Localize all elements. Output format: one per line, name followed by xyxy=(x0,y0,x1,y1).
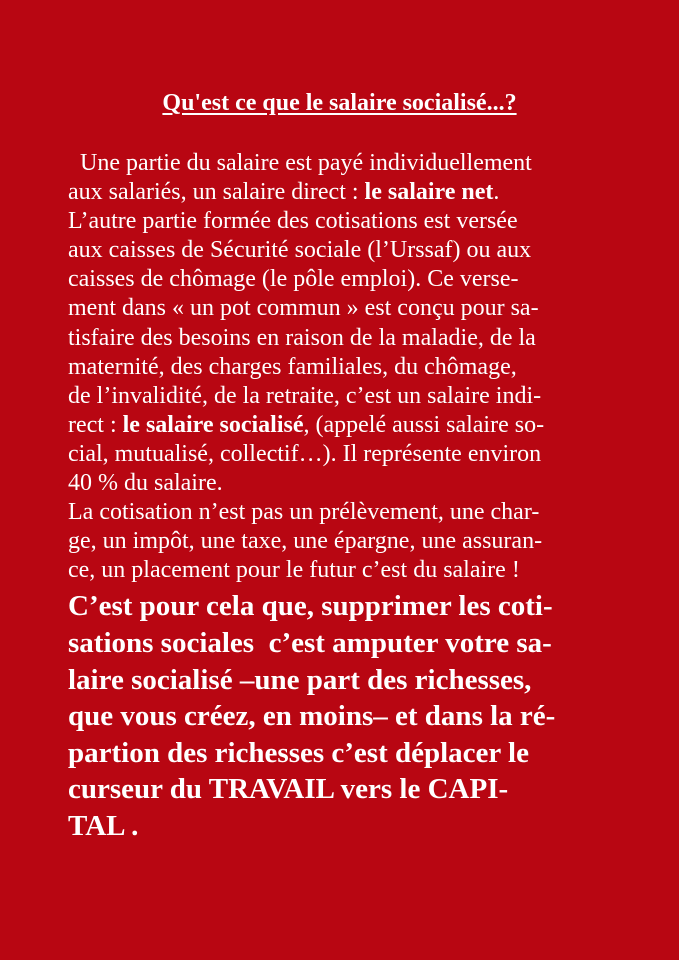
paragraph-1-line-11: cial, mutualisé, collectif…). Il représente environ xyxy=(68,440,542,467)
paragraph-1-line-2-pre: aux salariés, un salaire direct : xyxy=(68,179,365,206)
paragraph-1-line-10 xyxy=(68,411,628,440)
paragraph-1-line-12: 40 % du salaire. xyxy=(68,470,223,497)
paragraph-1-line-9: de l’invalidité, de la retraite, c’est un salaire indi- xyxy=(68,382,542,409)
paragraph-2-line-2: ge, un impôt, une taxe, une épargne, une assuran- xyxy=(68,528,543,555)
emphasis-line-3: laire socialisé –une part des richesses, xyxy=(68,663,532,696)
emphasis-line-7: TAL . xyxy=(68,809,139,842)
paragraph-1-line-4: aux caisses de Sécurité sociale (l’Urssaf) ou aux xyxy=(68,237,532,264)
emphasis-line-2: sations sociales c’est amputer votre sa- xyxy=(68,627,552,659)
paragraph-2-line-1: La cotisation n’est pas un prélèvement, une char- xyxy=(68,499,540,526)
paragraph-2-line-3: ce, un placement pour le futur c’est du salaire ! xyxy=(68,557,520,584)
paragraph-1-line-2-post: . xyxy=(493,179,500,206)
emphasis-line-4: que vous créez, en moins– et dans la ré- xyxy=(68,700,556,733)
paragraph-1-line-5: caisses de chômage (le pôle emploi). Ce verse- xyxy=(68,266,519,293)
emphasis-line-1: C’est pour cela que, supprimer les coti- xyxy=(68,590,553,623)
emphasis-block xyxy=(68,588,628,844)
paragraph-1-line-1-text: Une partie du salaire est payé individuellement xyxy=(68,150,532,176)
emphasis-line-6: curseur du TRAVAIL vers le CAPI- xyxy=(68,773,509,806)
body-text xyxy=(68,149,628,845)
salaire-net-term: le salaire net xyxy=(364,179,494,206)
paragraph-1-line-10-pre: rect : xyxy=(68,411,123,438)
salaire-socialise-term: le salaire socialisé xyxy=(122,411,304,438)
paragraph-1-line-8: maternité, des charges familiales, du chômage, xyxy=(68,353,517,380)
page-title: Qu'est ce que le salaire socialisé...? xyxy=(162,90,517,116)
paragraph-1-line-7: tisfaire des besoins en raison de la maladie, de la xyxy=(68,324,536,351)
paragraph-1-line-6: ment dans « un pot commun » est conçu pour sa- xyxy=(68,295,539,322)
emphasis-line-5: partion des richesses c’est déplacer le xyxy=(68,736,529,769)
paragraph-1-line-10-post: , (appelé aussi salaire so- xyxy=(303,411,545,438)
paragraph-1-line-1 xyxy=(68,149,628,178)
paragraph-1-line-2 xyxy=(68,178,628,207)
paragraph-1-line-3: L’autre partie formée des cotisations est versée xyxy=(68,208,518,235)
